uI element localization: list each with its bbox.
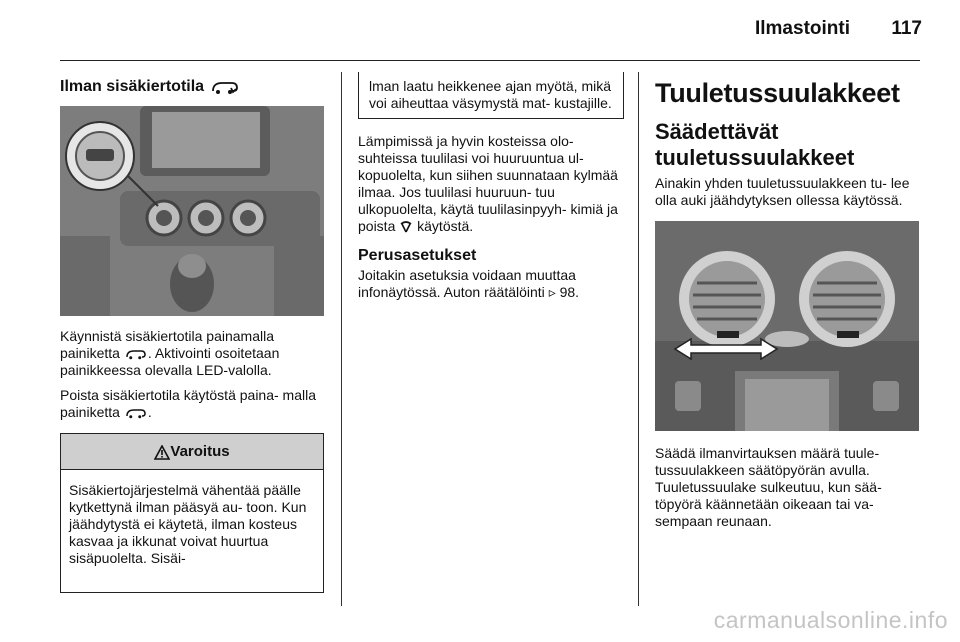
paragraph-activate [60,328,324,379]
warning-title: Varoitus [170,443,230,460]
paragraph-deactivate [60,387,324,421]
paragraph-text: Käynnistä sisäkiertotila painamalla painiketta [60,328,274,361]
page-reference[interactable]: 98. [559,284,580,300]
paragraph-adjust: Säädä ilmanvirtauksen määrä tuule- tussuulakkeen säätöpyörän avulla. Tuuletussuulake sulkeutuu, kun sää- töpyörä käännetään oikeaan tai va- sempaan reunaan. [655,445,882,529]
paragraph-text: . [147,404,152,420]
page-number: 117 [891,18,922,39]
recirculation-icon [210,79,240,95]
recirculation-icon [124,407,148,419]
dashboard-illustration [60,106,324,316]
warning-header [61,434,323,470]
column-right [655,78,921,538]
heading-text: Ilman sisäkiertotila [60,78,205,95]
warning-triangle-icon [154,445,170,460]
paragraph-text: Poista sisäkiertotila käytöstä paina- malla painiketta [60,387,317,420]
section-heading: Tuuletussuulakkeet [655,78,900,108]
recirculation-icon [124,348,148,360]
air-vents-photo [655,221,919,431]
paragraph-settings [358,267,624,301]
paragraph-intro: Ainakin yhden tuuletussuulakkeen tu- lee olla auki jäähdytyksen ollessa käytössä. [655,175,910,208]
basic-settings-heading: Perusasetukset [358,247,477,264]
section-title: Ilmastointi [754,18,850,39]
warning-continuation-box: lman laatu heikkenee ajan myötä, mikä voi aiheuttaa väsymystä mat- kustajille. [358,72,624,119]
air-vents-illustration [655,221,919,431]
paragraph-text: Joitakin asetuksia voidaan muuttaa infonäytössä. Auton räätälöinti [358,267,576,300]
wiper-icon [399,221,413,233]
column-divider [341,72,342,606]
warning-box [60,433,324,593]
recirculation-heading [60,78,324,96]
warning-text: Sisäkiertojärjestelmä vähentää päälle kytkettynä ilman pääsyä au- toon. Kun jäähdytystä ei käytetä, ilman kosteus kasvaa ja ikkunat voivat huurtua sisäpuolelta. Sisäi- [69,482,307,566]
column-left [60,78,324,593]
climate-control-photo [60,106,324,316]
paragraph-text: käytöstä. [417,218,474,234]
paragraph-text: . Aktivointi osoitetaan painikkeessa olevalla LED-valolla. [60,345,280,378]
column-middle [358,78,624,309]
paragraph-windshield [358,133,624,235]
page-reference-icon: ▹ [548,284,556,300]
paragraph-text: Lämpimissä ja hyvin kosteissa olo- suhteissa tuulilasi voi huuruuntua ul- kopuolelta, kun siihen suunnataan kylmää ilmaa. Jos tuulilasi huuruun- tuu ulkopuolelta, käytä tuulilasinpyyh- kimiä ja poista [358,133,618,234]
column-divider [638,72,639,606]
watermark: carmanualsonline.info [713,607,948,633]
header-divider [60,60,920,61]
subsection-heading: Säädettävät tuuletussuulakkeet [655,119,855,170]
